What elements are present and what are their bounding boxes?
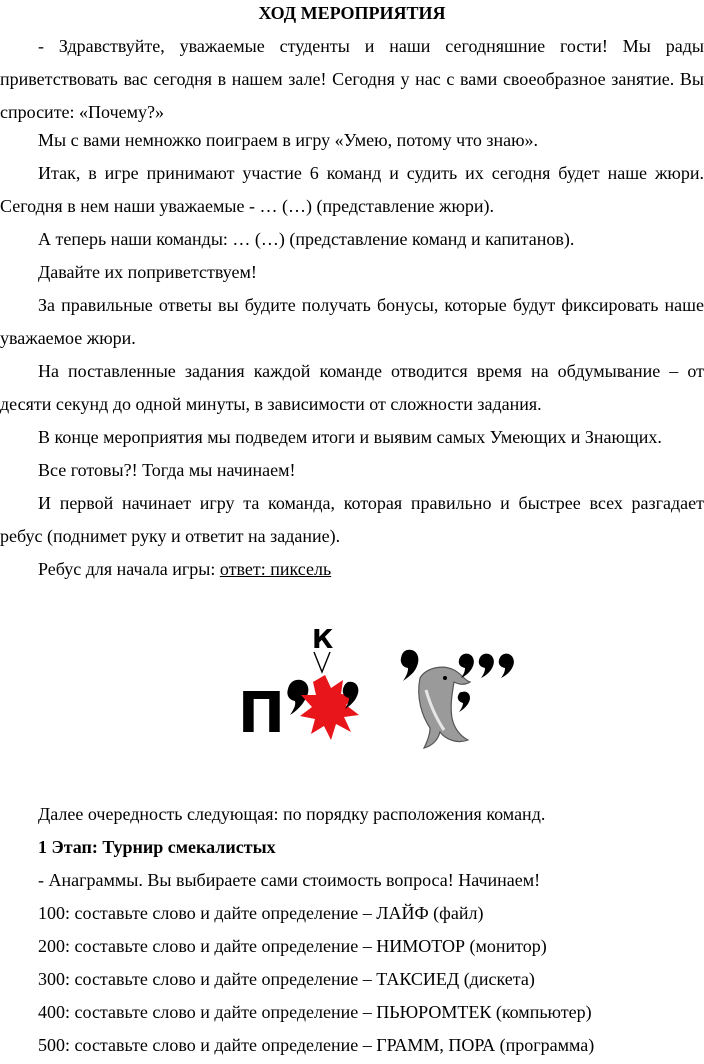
stage-heading: 1 Этап: Турнир смекалистых <box>38 837 276 857</box>
paragraph-first-team: И первой начинает игру та команда, которая правильно и быстрее всех разгадает ребус (поднимет руку и ответит на задание). <box>0 493 704 546</box>
paragraph-game-name: Мы с вами немножко поиграем в игру «Умею, потому что знаю». <box>38 130 539 150</box>
paragraph-bonuses: За правильные ответы вы будите получать бонусы, которые будут фиксировать наше уважаемое жюри. <box>0 295 704 348</box>
rebus-image <box>230 620 530 755</box>
rebus-answer: ответ: пиксель <box>219 559 332 579</box>
rebus-label: Ребус для начала игры: <box>38 559 220 579</box>
question-500: 500: составьте слово и дайте определение – ГРАММ, ПОРА (программа) <box>38 1035 595 1055</box>
paragraph-greeting: - Здравствуйте, уважаемые студенты и наши сегодняшние гости! Мы рады приветствовать вас сегодня в нашем зале! Сегодня у нас с вами своеобразное занятие. Вы спросите: «Почему?» <box>0 36 704 122</box>
letter-k-icon: К <box>312 625 334 655</box>
question-400: 400: составьте слово и дайте определение – ПЬЮРОМТЕК (компьютер) <box>38 1002 592 1022</box>
paragraph-next-order: Далее очередность следующая: по порядку расположения команд. <box>38 804 546 824</box>
paragraph-ready: Все готовы?! Тогда мы начинаем! <box>38 460 296 480</box>
comma-icon <box>458 692 470 712</box>
paragraph-time: На поставленные задания каждой команде отводится время на обдумывание – от десяти секунд до одной минуты, в зависимости от сложности задания. <box>0 361 704 414</box>
paragraph-teams-jury: Итак, в игре принимают участие 6 команд и судить их сегодня будет наше жюри. Сегодня в нем наши уважаемые - … (…) (представление жюри). <box>0 163 704 216</box>
triple-comma-icon <box>459 654 514 678</box>
question-200: 200: составьте слово и дайте определение – НИМОТОР (монитор) <box>38 936 547 956</box>
question-100: 100: составьте слово и дайте определение – ЛАЙФ (файл) <box>38 903 484 923</box>
rebus-caption <box>0 553 704 586</box>
paragraph-results: В конце мероприятия мы подведем итоги и выявим самых Умеющих и Знающих. <box>38 427 662 447</box>
paragraph-greet-teams: Давайте их поприветствуем! <box>38 262 257 282</box>
arrow-down-icon <box>314 652 330 672</box>
anagrams-intro: - Анаграммы. Вы выбираете сами стоимость вопроса! Начинаем! <box>38 870 541 890</box>
document-title: ХОД МЕРОПРИЯТИЯ <box>258 3 446 23</box>
letter-p-icon: П <box>238 681 285 746</box>
paragraph-teams: А теперь наши команды: … (…) (представление команд и капитанов). <box>38 229 575 249</box>
comma-icon <box>401 650 419 681</box>
question-300: 300: составьте слово и дайте определение – ТАКСИЕД (дискета) <box>38 969 535 989</box>
